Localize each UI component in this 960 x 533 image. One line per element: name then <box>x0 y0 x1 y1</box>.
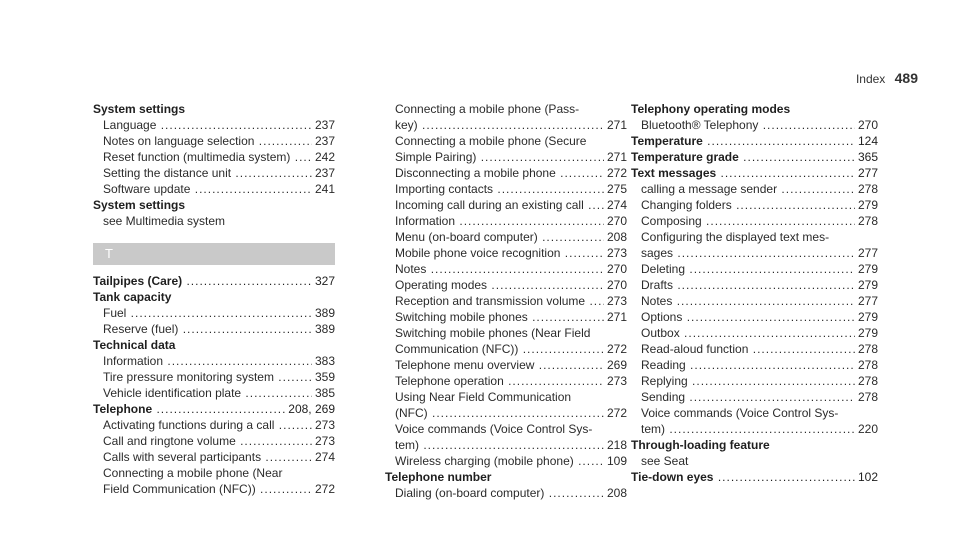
entry-text: Text messages ..... <box>631 165 878 181</box>
page-reference: 275 <box>604 181 627 197</box>
page-reference: 271 <box>604 309 627 325</box>
entry-text: Communication (NFC)) ..... <box>395 341 627 357</box>
entry-text: Temperature grade ..... <box>631 149 878 165</box>
entry-text: Changing folders ..... <box>641 197 878 213</box>
page-reference: 279 <box>855 261 878 277</box>
entry-text: Tire pressure monitoring system ..... <box>103 369 335 385</box>
page-reference: 279 <box>855 197 878 213</box>
page-reference: 242 <box>312 149 335 165</box>
entry-text: Temperature ..... <box>631 133 878 149</box>
index-subentry <box>93 213 335 229</box>
index-subentry <box>385 197 627 213</box>
page-reference: 272 <box>604 341 627 357</box>
page-reference: 277 <box>855 293 878 309</box>
header-label: Index <box>855 72 886 86</box>
page-reference: 237 <box>312 165 335 181</box>
index-subentry <box>93 181 335 197</box>
index-subentry <box>385 133 627 149</box>
page-reference: 278 <box>855 389 878 405</box>
index-subentry <box>385 277 627 293</box>
index-subentry <box>385 405 627 421</box>
index-entry <box>385 469 627 485</box>
entry-text: Information ..... <box>103 353 335 369</box>
index-subentry <box>631 341 878 357</box>
page-reference: 278 <box>855 357 878 373</box>
page-reference: 270 <box>604 213 627 229</box>
page-reference: 208 <box>604 485 627 501</box>
entry-text: key) ..... <box>395 117 627 133</box>
entry-text: Replying ..... <box>641 373 878 389</box>
page-reference: 365 <box>855 149 878 165</box>
entry-text: Simple Pairing) ..... <box>395 149 627 165</box>
entry-text: Voice commands (Voice Control Sys- <box>395 422 593 436</box>
entry-text: Sending ..... <box>641 389 878 405</box>
page-reference: 237 <box>312 117 335 133</box>
index-subentry <box>631 261 878 277</box>
index-column-3 <box>631 101 878 485</box>
index-entry <box>93 289 335 305</box>
index-entry <box>93 337 335 353</box>
index-subentry <box>385 357 627 373</box>
entry-text: Tank capacity <box>93 290 172 304</box>
page-reference: 279 <box>855 325 878 341</box>
entry-text: Bluetooth® Telephony ..... <box>641 117 878 133</box>
index-subentry <box>385 149 627 165</box>
index-subentry <box>631 421 878 437</box>
entry-text: Tie-down eyes ..... <box>631 469 878 485</box>
index-subentry <box>631 389 878 405</box>
page-reference: 273 <box>312 433 335 449</box>
index-subentry <box>93 417 335 433</box>
page-reference: 272 <box>604 405 627 421</box>
index-subentry <box>385 309 627 325</box>
page-reference: 270 <box>604 277 627 293</box>
index-subentry <box>385 453 627 469</box>
entry-text: Telephone ..... <box>93 401 335 417</box>
entry-text: (NFC) ..... <box>395 405 627 421</box>
index-entry <box>631 149 878 165</box>
index-entry <box>93 273 335 289</box>
index-subentry <box>385 485 627 501</box>
section-letter-bar: T <box>93 243 335 265</box>
entry-text: Disconnecting a mobile phone ..... <box>395 165 627 181</box>
entry-text: Menu (on-board computer) ..... <box>395 229 627 245</box>
page-reference: 273 <box>604 373 627 389</box>
entry-text: see Multimedia system <box>103 214 226 228</box>
page-reference: 278 <box>855 213 878 229</box>
page-reference: 279 <box>855 277 878 293</box>
index-subentry <box>93 117 335 133</box>
page-reference: 279 <box>855 309 878 325</box>
page-reference: 273 <box>604 293 627 309</box>
entry-text: Importing contacts ..... <box>395 181 627 197</box>
index-entry <box>93 197 335 213</box>
entry-text: Notes ..... <box>395 261 627 277</box>
index-subentry <box>385 389 627 405</box>
page-reference: 273 <box>604 245 627 261</box>
page-reference: 278 <box>855 341 878 357</box>
entry-text: Options ..... <box>641 309 878 325</box>
entry-text: tem) ..... <box>641 421 878 437</box>
page-reference: 109 <box>604 453 627 469</box>
entry-text: Incoming call during an existing call ..... <box>395 197 627 213</box>
entry-text: Switching mobile phones ..... <box>395 309 627 325</box>
index-subentry <box>631 117 878 133</box>
index-entry <box>631 101 878 117</box>
page-reference: 277 <box>855 245 878 261</box>
page-reference: 278 <box>855 181 878 197</box>
entry-text: Information ..... <box>395 213 627 229</box>
page-reference: 273 <box>312 417 335 433</box>
entry-text: Switching mobile phones (Near Field <box>395 326 591 340</box>
entry-text: Field Communication (NFC)) ..... <box>103 481 335 497</box>
page-reference: 208 <box>604 229 627 245</box>
index-subentry <box>631 197 878 213</box>
entry-text: Tailpipes (Care) ..... <box>93 273 335 289</box>
entry-text: Telephone menu overview ..... <box>395 357 627 373</box>
index-subentry <box>631 213 878 229</box>
entry-text: Reset function (multimedia system) ..... <box>103 149 335 165</box>
entry-text: Using Near Field Communication <box>395 390 572 404</box>
entry-text: System settings <box>93 198 186 212</box>
index-subentry <box>93 465 335 481</box>
entry-text: Notes ..... <box>641 293 878 309</box>
index-subentry <box>93 481 335 497</box>
entry-text: Deleting ..... <box>641 261 878 277</box>
page-reference: 241 <box>312 181 335 197</box>
index-subentry <box>385 325 627 341</box>
page-reference: 272 <box>604 165 627 181</box>
entry-text: calling a message sender ..... <box>641 181 878 197</box>
index-subentry <box>631 357 878 373</box>
index-entry <box>631 133 878 149</box>
index-subentry <box>93 165 335 181</box>
index-subentry <box>631 405 878 421</box>
page-reference: 278 <box>855 373 878 389</box>
entry-text: tem) ..... <box>395 437 627 453</box>
page-reference: 102 <box>855 469 878 485</box>
entry-text: Drafts ..... <box>641 277 878 293</box>
index-subentry <box>385 261 627 277</box>
index-subentry <box>631 309 878 325</box>
index-subentry <box>93 433 335 449</box>
index-subentry <box>93 353 335 369</box>
index-entry <box>631 165 878 181</box>
page-reference: 271 <box>604 117 627 133</box>
page-reference: 208, 269 <box>285 401 335 417</box>
entry-text: Fuel ..... <box>103 305 335 321</box>
page-reference: 359 <box>312 369 335 385</box>
index-entry <box>93 401 335 417</box>
index-entry <box>93 101 335 117</box>
index-subentry <box>385 293 627 309</box>
page-header <box>856 70 918 87</box>
entry-text: Composing ..... <box>641 213 878 229</box>
page-reference: 385 <box>312 385 335 401</box>
entry-text: Reception and transmission volume ..... <box>395 293 627 309</box>
index-subentry <box>631 453 878 469</box>
page-reference: 271 <box>604 149 627 165</box>
index-subentry <box>631 325 878 341</box>
entry-text: Reserve (fuel) ..... <box>103 321 335 337</box>
entry-text: Call and ringtone volume ..... <box>103 433 335 449</box>
page-reference: 274 <box>604 197 627 213</box>
page-reference: 237 <box>312 133 335 149</box>
entry-text: sages ..... <box>641 245 878 261</box>
entry-text: Mobile phone voice recognition ..... <box>395 245 627 261</box>
page-reference: 383 <box>312 353 335 369</box>
entry-text: Connecting a mobile phone (Near <box>103 466 283 480</box>
entry-text: Reading ..... <box>641 357 878 373</box>
index-entry <box>631 469 878 485</box>
index-column-2 <box>385 101 627 501</box>
index-subentry <box>385 229 627 245</box>
index-subentry <box>93 321 335 337</box>
index-subentry <box>385 213 627 229</box>
entry-text: Language ..... <box>103 117 335 133</box>
entry-text: Outbox ..... <box>641 325 878 341</box>
entry-text: System settings <box>93 102 186 116</box>
index-subentry <box>385 165 627 181</box>
page-number: 489 <box>894 70 918 86</box>
index-subentry <box>93 369 335 385</box>
entry-text: Activating functions during a call ..... <box>103 417 335 433</box>
index-subentry <box>631 229 878 245</box>
index-subentry <box>385 341 627 357</box>
page-reference: 124 <box>855 133 878 149</box>
entry-text: Software update ..... <box>103 181 335 197</box>
index-subentry <box>631 277 878 293</box>
entry-text: Telephony operating modes <box>631 102 791 116</box>
page-reference: 277 <box>855 165 878 181</box>
entry-text: see Seat <box>641 454 689 468</box>
index-subentry <box>93 449 335 465</box>
page-reference: 218 <box>604 437 627 453</box>
index-subentry <box>631 373 878 389</box>
entry-text: Operating modes ..... <box>395 277 627 293</box>
index-subentry <box>93 385 335 401</box>
index-subentry <box>93 133 335 149</box>
index-subentry <box>93 149 335 165</box>
index-subentry <box>631 293 878 309</box>
index-subentry <box>631 245 878 261</box>
entry-text: Notes on language selection ..... <box>103 133 335 149</box>
index-subentry <box>385 117 627 133</box>
page-reference: 272 <box>312 481 335 497</box>
page-reference: 220 <box>855 421 878 437</box>
index-column-1 <box>93 101 335 497</box>
index-subentry <box>93 305 335 321</box>
index-subentry <box>385 421 627 437</box>
page-reference: 327 <box>312 273 335 289</box>
page-reference: 270 <box>604 261 627 277</box>
entry-text: Setting the distance unit ..... <box>103 165 335 181</box>
entry-text: Connecting a mobile phone (Pass- <box>395 102 580 116</box>
index-subentry <box>385 245 627 261</box>
page-reference: 389 <box>312 321 335 337</box>
page-reference: 270 <box>855 117 878 133</box>
entry-text: Telephone number <box>385 470 492 484</box>
entry-text: Wireless charging (mobile phone) ..... <box>395 453 627 469</box>
index-subentry <box>385 101 627 117</box>
index-subentry <box>385 373 627 389</box>
index-subentry <box>385 181 627 197</box>
entry-text: Dialing (on-board computer) ..... <box>395 485 627 501</box>
entry-text: Calls with several participants ..... <box>103 449 335 465</box>
page-reference: 269 <box>604 357 627 373</box>
entry-text: Connecting a mobile phone (Secure <box>395 134 587 148</box>
entry-text: Voice commands (Voice Control Sys- <box>641 406 839 420</box>
page-reference: 274 <box>312 449 335 465</box>
index-entry <box>631 437 878 453</box>
entry-text: Technical data <box>93 338 176 352</box>
entry-text: Configuring the displayed text mes- <box>641 230 830 244</box>
index-subentry <box>631 181 878 197</box>
entry-text: Telephone operation ..... <box>395 373 627 389</box>
page-reference: 389 <box>312 305 335 321</box>
entry-text: Through-loading feature <box>631 438 770 452</box>
entry-text: Read-aloud function ..... <box>641 341 878 357</box>
index-subentry <box>385 437 627 453</box>
entry-text: Vehicle identification plate ..... <box>103 385 335 401</box>
